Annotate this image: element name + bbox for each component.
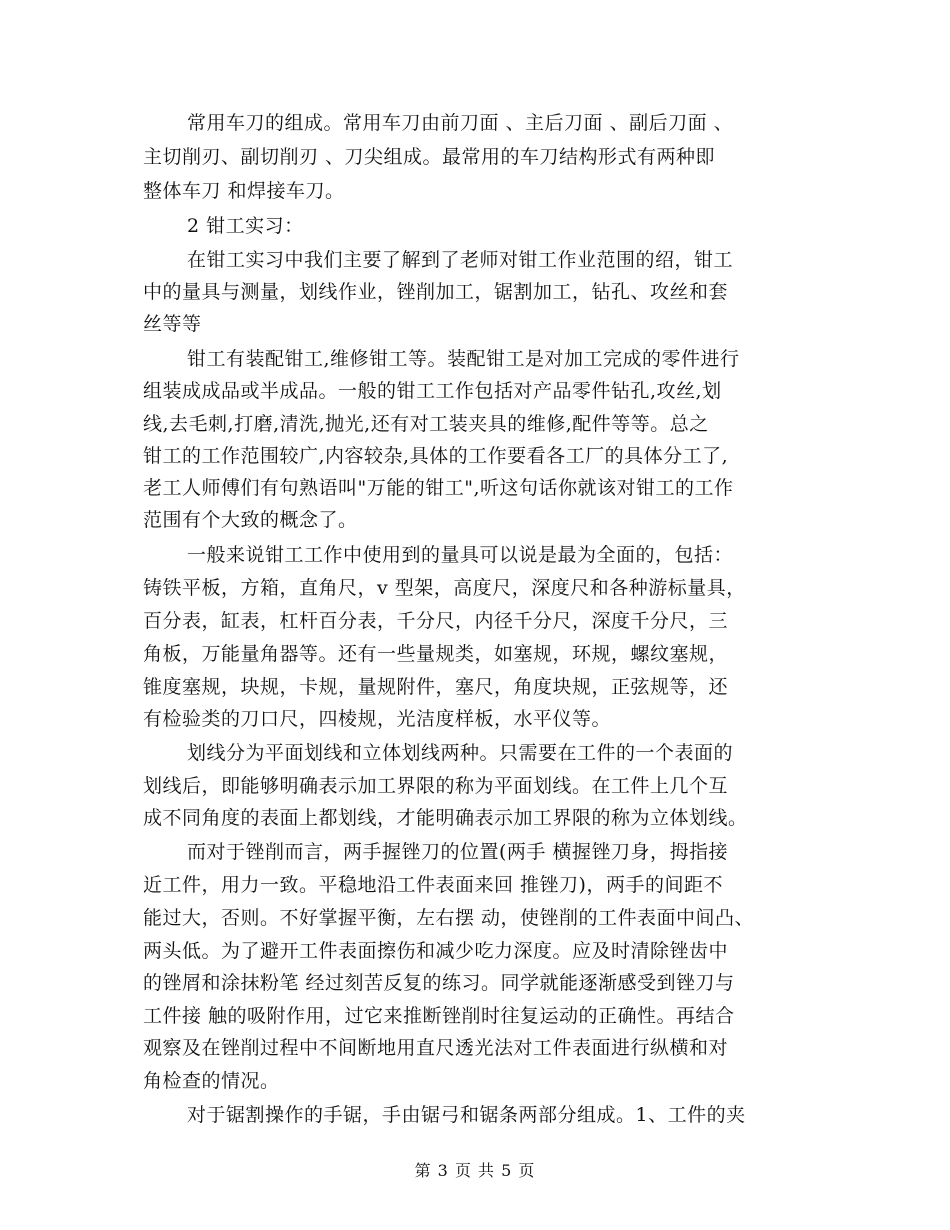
text-line: 组装成成品或半成品。一般的钳工工作包括对产品零件钻孔,攻丝,划 [143, 380, 722, 402]
text-line: 能过大，否则。不好掌握平衡，左右摆 动，使锉削的工件表面中间凸、 [143, 907, 755, 929]
text-line: 整体车刀 和焊接车刀。 [143, 180, 345, 202]
text-line: 范围有个大致的概念了。 [143, 509, 358, 531]
text-line: 一般来说钳工工作中使用到的量具可以说是最为全面的，包括： [187, 544, 734, 566]
text-line: 划线分为平面划线和立体划线两种。只需要在工件的一个表面的 [187, 742, 734, 764]
text-line: 有检验类的刀口尺，四棱规，光洁度样板，水平仪等。 [143, 708, 612, 730]
text-line: 钳工有装配钳工,维修钳工等。装配钳工是对加工完成的零件进行 [187, 348, 740, 370]
text-line: 而对于锉削而言，两手握锉刀的位置(两手 横握锉刀身，拇指接 [187, 841, 728, 863]
text-line: 2 钳工实习： [187, 215, 304, 237]
text-line: 线,去毛刺,打磨,清洗,抛光,还有对工装夹具的维修,配件等等。总之 [143, 413, 709, 435]
text-line: 主切削刃、副切削刃 、刀尖组成。最常用的车刀结构形式有两种即 [143, 146, 716, 168]
text-line: 中的量具与测量，划线作业，锉削加工，锯割加工，钻孔、攻丝和套 [143, 281, 729, 303]
text-line: 划线后，即能够明确表示加工界限的称为平面划线。在工件上几个互 [143, 775, 729, 797]
text-line: 铸铁平板，方箱，直角尺，v 型架，高度尺，深度尺和各种游标量具， [143, 577, 746, 599]
text-line: 对于锯割操作的手锯，手由锯弓和锯条两部分组成。1、工件的夹 [187, 1104, 746, 1126]
text-line: 角检查的情况。 [143, 1070, 280, 1092]
text-line: 成不同角度的表面上都划线，才能明确表示加工界限的称为立体划线。 [143, 807, 748, 829]
text-line: 近工件，用力一致。平稳地沿工件表面来回 推锉刀)，两手的间距不 [143, 874, 723, 896]
text-line: 的锉屑和涂抹粉笔 经过刻苦反复的练习。同学就能逐渐感受到锉刀与 [143, 972, 735, 994]
text-line: 观察及在锉削过程中不间断地用直尺透光法对工件表面进行纵横和对 [143, 1037, 729, 1059]
text-line: 两头低。为了避开工件表面擦伤和减少吃力深度。应及时清除锉齿中 [143, 940, 729, 962]
text-line: 丝等等 [143, 313, 202, 335]
text-line: 常用车刀的组成。常用车刀由前刀面 、主后刀面 、副后刀面 、 [187, 112, 734, 134]
text-line: 锥度塞规，块规，卡规，量规附件，塞尺，角度块规，正弦规等，还 [143, 676, 729, 698]
text-line: 工件接 触的吸附作用，过它来推断锉削时往复运动的正确性。再结合 [143, 1005, 735, 1027]
page-number-footer: 第 3 页 共 5 页 [414, 1161, 536, 1180]
text-line: 钳工的工作范围较广,内容较杂,具体的工作要看各工厂的具体分工了, [143, 445, 729, 467]
text-line: 角板，万能量角器等。还有一些量规类，如塞规，环规，螺纹塞规， [143, 643, 729, 665]
text-line: 在钳工实习中我们主要了解到了老师对钳工作业范围的绍，钳工 [187, 249, 734, 271]
text-line: 老工人师傅们有句熟语叫"万能的钳工",听这句话你就该对钳工的工作 [143, 477, 734, 499]
text-line: 百分表，缸表，杠杆百分表，千分尺，内径千分尺，深度千分尺，三 [143, 610, 729, 632]
